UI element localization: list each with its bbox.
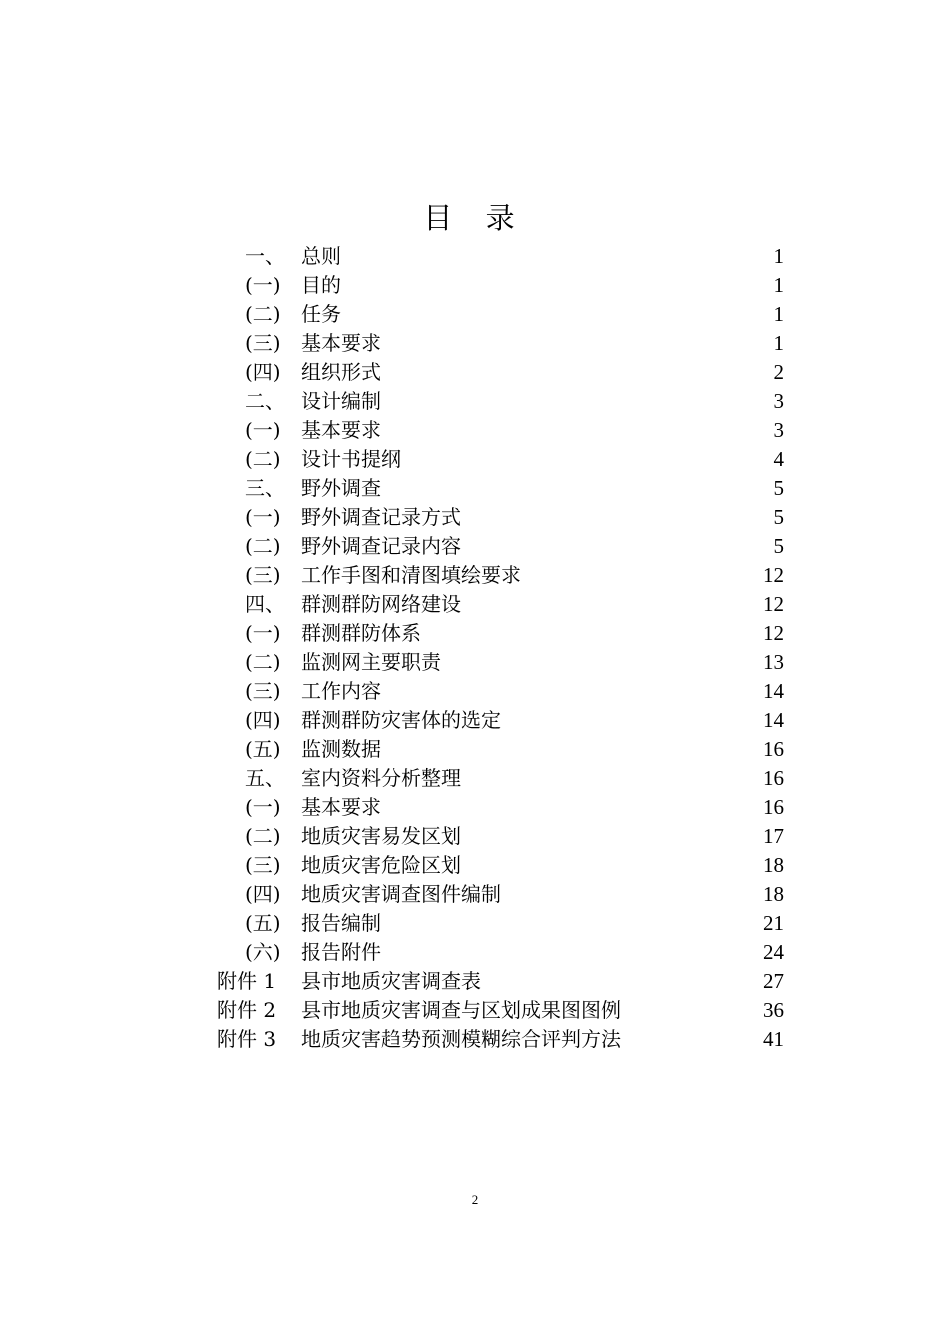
toc-entry-page: 3	[773, 418, 784, 442]
toc-entry[interactable]	[0, 822, 950, 851]
toc-entry-title: 工作手图和清图填绘要求	[301, 563, 521, 587]
toc-entry-title: 群测群防体系	[301, 621, 421, 645]
toc-entry-number: (一)	[245, 273, 281, 297]
toc-entry-title: 野外调查记录方式	[301, 505, 461, 529]
toc-entry-title: 工作内容	[301, 679, 381, 703]
toc-entry-number: (一)	[245, 795, 281, 819]
toc-entry-page: 12	[763, 621, 784, 645]
toc-entry-page: 36	[763, 998, 784, 1022]
toc-entry-page: 1	[773, 273, 784, 297]
toc-entry-title: 县市地质灾害调查表	[301, 969, 481, 993]
toc-entry-title: 报告编制	[301, 911, 381, 935]
toc-entry-number: 五、	[245, 766, 285, 790]
toc-entry-page: 13	[763, 650, 784, 674]
toc-entry-page: 17	[763, 824, 784, 848]
toc-entry-number: (二)	[245, 824, 281, 848]
toc-entry-page: 41	[763, 1027, 784, 1051]
toc-entry-number: 三、	[245, 476, 285, 500]
toc-entry[interactable]	[0, 503, 950, 532]
toc-entry-title: 组织形式	[301, 360, 381, 384]
toc-entry-number: (一)	[245, 505, 281, 529]
toc-entry-page: 24	[763, 940, 784, 964]
toc-entry-number: (五)	[245, 737, 281, 761]
toc-entry-page: 12	[763, 563, 784, 587]
toc-entry[interactable]	[0, 1025, 950, 1054]
toc-entry-page: 12	[763, 592, 784, 616]
toc-entry-page: 27	[763, 969, 784, 993]
toc-entry[interactable]	[0, 242, 950, 271]
toc-entry-page: 1	[773, 302, 784, 326]
toc-entry-number: (二)	[245, 534, 281, 558]
toc-entry-title: 设计书提纲	[301, 447, 401, 471]
toc-entry[interactable]	[0, 851, 950, 880]
toc-entry[interactable]	[0, 706, 950, 735]
toc-entry[interactable]	[0, 938, 950, 967]
toc-entry-page: 16	[763, 795, 784, 819]
toc-entry[interactable]	[0, 561, 950, 590]
toc-entry-page: 14	[763, 679, 784, 703]
toc-entry[interactable]	[0, 271, 950, 300]
toc-entry-title: 设计编制	[301, 389, 381, 413]
toc-entry[interactable]	[0, 967, 950, 996]
toc-entry[interactable]	[0, 329, 950, 358]
toc-entry[interactable]	[0, 590, 950, 619]
toc-entry[interactable]	[0, 909, 950, 938]
toc-entry-number: (二)	[245, 650, 281, 674]
toc-entry[interactable]	[0, 619, 950, 648]
toc-entry[interactable]	[0, 474, 950, 503]
toc-entry[interactable]	[0, 793, 950, 822]
toc-entry-page: 2	[773, 360, 784, 384]
toc-entry[interactable]	[0, 880, 950, 909]
toc-entry-title: 基本要求	[301, 331, 381, 355]
toc-entry[interactable]	[0, 677, 950, 706]
toc-entry-title: 报告附件	[301, 940, 381, 964]
toc-entry-title: 野外调查	[301, 476, 381, 500]
toc-entry-page: 5	[773, 476, 784, 500]
toc-entry-number: 二、	[245, 389, 285, 413]
toc-entry-page: 4	[773, 447, 784, 471]
toc-entry[interactable]	[0, 387, 950, 416]
toc-title: 目 录	[423, 201, 527, 235]
toc-entry[interactable]	[0, 764, 950, 793]
toc-entry-title: 群测群防灾害体的选定	[301, 708, 501, 732]
toc-entry-number: (三)	[245, 331, 281, 355]
toc-entry-page: 16	[763, 766, 784, 790]
toc-entry-number: 附件 3	[217, 1027, 277, 1051]
page-number: 2	[471, 1192, 479, 1207]
toc-entry-title: 监测数据	[301, 737, 381, 761]
toc-entry-title: 总则	[301, 244, 341, 268]
toc-entry-title: 地质灾害易发区划	[301, 824, 461, 848]
toc-entry[interactable]	[0, 300, 950, 329]
toc-entry-title: 监测网主要职责	[301, 650, 441, 674]
toc-entry[interactable]	[0, 735, 950, 764]
toc-entry-page: 1	[773, 331, 784, 355]
toc-entry-title: 县市地质灾害调查与区划成果图图例	[301, 998, 621, 1022]
toc-entry[interactable]	[0, 358, 950, 387]
toc-entry-number: (四)	[245, 708, 281, 732]
toc-entry-number: (六)	[245, 940, 281, 964]
toc-entry-number: (三)	[245, 679, 281, 703]
toc-entry-title: 地质灾害危险区划	[301, 853, 461, 877]
toc-entry-number: (三)	[245, 563, 281, 587]
toc-entry[interactable]	[0, 648, 950, 677]
toc-entry-number: (五)	[245, 911, 281, 935]
toc-entry-page: 18	[763, 853, 784, 877]
toc-entry-page: 1	[773, 244, 784, 268]
toc-entry-title: 野外调查记录内容	[301, 534, 461, 558]
toc-entry-number: (三)	[245, 853, 281, 877]
toc-entry-page: 5	[773, 505, 784, 529]
toc-entry-number: 一、	[245, 244, 285, 268]
toc-entry-number: (二)	[245, 302, 281, 326]
toc-entry-title: 任务	[301, 302, 341, 326]
toc-entry-title: 群测群防网络建设	[301, 592, 461, 616]
toc-entry-number: 附件 2	[217, 998, 277, 1022]
toc-entry-number: 四、	[245, 592, 285, 616]
toc-entry-number: (四)	[245, 360, 281, 384]
toc-entry-page: 3	[773, 389, 784, 413]
toc-list	[0, 242, 950, 1054]
toc-entry-number: (二)	[245, 447, 281, 471]
toc-entry-number: (四)	[245, 882, 281, 906]
toc-entry-title: 目的	[301, 273, 341, 297]
toc-entry-title: 基本要求	[301, 418, 381, 442]
toc-entry-number: (一)	[245, 418, 281, 442]
toc-entry-number: 附件 1	[217, 969, 277, 993]
toc-entry-page: 21	[763, 911, 784, 935]
toc-entry-page: 18	[763, 882, 784, 906]
toc-entry[interactable]	[0, 532, 950, 561]
toc-entry-title: 地质灾害调查图件编制	[301, 882, 501, 906]
toc-entry[interactable]	[0, 445, 950, 474]
toc-entry-page: 16	[763, 737, 784, 761]
toc-entry-title: 室内资料分析整理	[301, 766, 461, 790]
toc-entry[interactable]	[0, 996, 950, 1025]
toc-entry-number: (一)	[245, 621, 281, 645]
toc-entry-page: 5	[773, 534, 784, 558]
toc-entry-title: 地质灾害趋势预测模糊综合评判方法	[301, 1027, 621, 1051]
toc-entry[interactable]	[0, 416, 950, 445]
toc-entry-title: 基本要求	[301, 795, 381, 819]
toc-entry-page: 14	[763, 708, 784, 732]
